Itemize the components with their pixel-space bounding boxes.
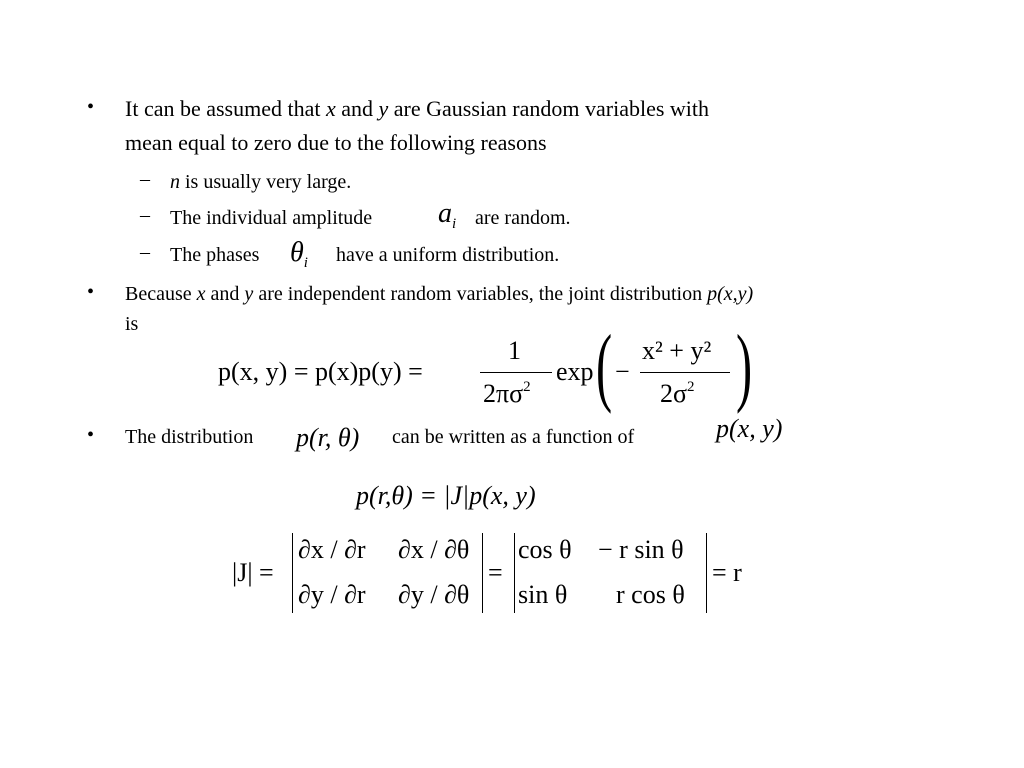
det2-cell-21: sin θ [518,580,568,609]
text-run: are Gaussian random variables with [388,96,710,121]
text-run: The phases [170,244,260,266]
symbol-a: a [438,198,452,229]
det2-cell-12: − r sin θ [598,535,684,564]
det2-cell-11: cos θ [518,535,572,564]
den-sup: 2 [687,379,695,395]
sub-bullet-2-tail: are random. [475,207,571,229]
eq2: p(r,θ) = |J|p(x, y) [356,481,536,510]
det2-cell-22: r cos θ [616,580,685,609]
var-x: x [326,96,336,121]
den-text: 2σ [660,379,688,408]
det1-cell-21: ∂y / ∂r [298,580,366,609]
subscript-i: i [303,255,308,271]
bullet-3-text-1: The distribution [125,426,254,448]
var-y: y [244,283,254,305]
symbol-theta-i [290,237,308,269]
det1-right-bar [482,533,483,613]
eq1-inner-bar [640,372,730,373]
text-run: Because [125,283,197,305]
symbol-theta: θ [290,237,304,268]
eq1-right-paren: ) [736,318,753,415]
sub-bullet-3 [170,240,259,270]
eq1-lhs: p(x, y) = p(x)p(y) = [218,357,423,386]
eq3-rhs: = r [712,558,742,587]
sub-bullet-marker: – [140,241,150,263]
det2-left-bar [514,533,515,613]
bullet-1-line-2: mean equal to zero due to the following reasons [125,130,547,155]
bullet-marker: • [87,281,95,303]
den-text: 2πσ [483,379,524,408]
symbol-a-i [438,198,456,230]
det2-right-bar [706,533,707,613]
sub-bullet-marker: – [140,168,150,190]
eq1-frac-bar [480,372,552,373]
subscript-i: i [452,216,457,232]
bullet-2-line-2: is [125,313,139,335]
bullet-3-text-2: can be written as a function of [392,426,635,448]
sub-bullet-marker: – [140,204,150,226]
eq3-lhs: |J| = [232,558,274,587]
pxy-term: p(x,y) [707,283,754,305]
var-x: x [196,283,206,305]
var-y: y [378,96,389,121]
text-run: It can be assumed that [125,96,326,121]
eq1-minus: − [615,357,630,386]
den-sup: 2 [523,379,531,395]
text-run: and [205,283,245,305]
bullet-1-line-1 [125,92,709,126]
eq1-exp: exp [556,357,594,386]
p-x-y-term: p(x, y) [716,414,783,443]
text-run: The individual amplitude [170,207,373,229]
text-run: are independent random variables, the joint distribution [253,283,708,305]
p-r-theta-term: p(r, θ) [296,423,360,452]
text-run: is usually very large. [180,171,352,193]
bullet-2-line-1 [125,279,753,309]
text-run: and [335,96,379,121]
eq1-left-paren: ( [596,318,613,415]
sub-bullet-1 [170,167,351,197]
det1-cell-22: ∂y / ∂θ [398,580,470,609]
eq1-inner-num: x² + y² [642,336,712,365]
det1-cell-12: ∂x / ∂θ [398,535,470,564]
sub-bullet-2 [170,203,372,233]
sub-bullet-3-tail: have a uniform distribution. [336,244,560,266]
eq3-equals: = [488,558,503,587]
eq1-inner-den [660,379,695,409]
bullet-marker: • [87,424,95,446]
var-n: n [170,171,180,193]
det1-cell-11: ∂x / ∂r [298,535,366,564]
eq1-frac-den [483,379,531,409]
eq1-frac-num: 1 [508,336,521,365]
det1-left-bar [292,533,293,613]
bullet-marker: • [87,96,95,118]
